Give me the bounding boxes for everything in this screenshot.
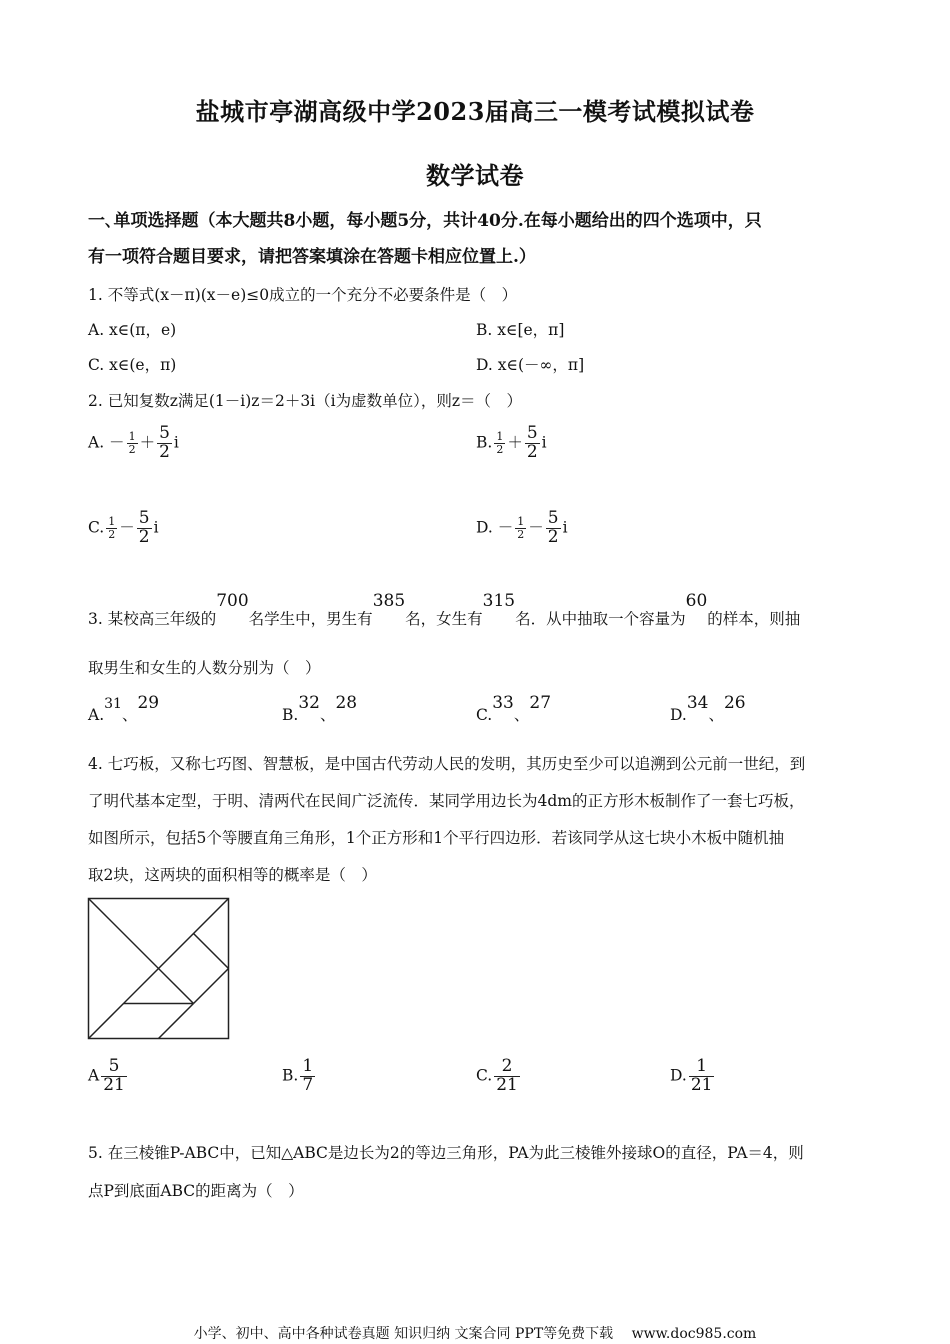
q3-option-a: [88, 693, 160, 727]
q2-c-i: i: [153, 518, 159, 537]
q3-a-label: A.: [88, 706, 105, 724]
q5-stem-line1: 5. 在三棱锥P-ABC中，已知△ABC是边长为2的等边三角形，PA为此三棱锥外接球O的直径，PA＝4，则: [88, 1144, 804, 1162]
q3-total-students: 700: [216, 591, 249, 611]
q4-d-num: 1: [689, 1058, 715, 1077]
q2-d-num2: 5: [547, 508, 559, 528]
q2-option-c: [88, 510, 159, 547]
q4-stem-line2: 了明代基本定型，于明、清两代在民间广泛流传．某同学用边长为4dm的正方形木板制作了一套七巧板，: [88, 792, 805, 810]
q3-a-boys: 31: [104, 696, 122, 712]
q3-a-girls: 29: [137, 693, 160, 713]
q1-option-c: C. x∈(e，π): [88, 356, 177, 374]
q2-a-op: ＋: [139, 433, 156, 452]
q2-b-i: i: [541, 433, 547, 452]
section-heading-line1: 一､单项选择题（本大题共8小题，每小题5分，共计40分.在每小题给出的四个选项中，只: [88, 211, 762, 231]
q3-d-label: D.: [670, 706, 687, 724]
q3-text4: 名．从中抽取一个容量为: [515, 610, 686, 628]
q2-c-op: －: [119, 518, 135, 537]
q2-b-op: ＋: [507, 433, 523, 452]
q4-stem-line4: 取2块，这两块的面积相等的概率是（ ）: [88, 866, 377, 884]
q3-sample-size: 60: [685, 591, 708, 611]
q3-c-label: C.: [476, 706, 493, 724]
q2-b-den2: 2: [526, 441, 538, 462]
exam-title: 盐城市亭湖高级中学2023届高三一模考试模拟试卷: [195, 97, 755, 126]
q2-a-den2: 2: [159, 441, 170, 462]
q2-a-num2: 5: [159, 423, 170, 443]
q2-b-den1: 2: [496, 442, 504, 456]
q3-boys: 385: [372, 591, 406, 611]
q3-girls: 315: [482, 591, 516, 611]
q3-d-sep: 、: [708, 706, 724, 724]
q2-a-num1: 1: [128, 430, 136, 444]
q2-d-den1: 2: [517, 527, 525, 541]
q4-d-label: D.: [670, 1066, 687, 1085]
q3-d-boys: 34: [686, 693, 709, 713]
q3-b-boys: 32: [298, 693, 320, 713]
q4-stem-line3: 如图所示，包括5个等腰直角三角形，1个正方形和1个平行四边形．若该同学从这七块小木板中随机抽: [88, 829, 785, 847]
section-heading-line2: 有一项符合题目要求，请把答案填涂在答题卡相应位置上.）: [88, 247, 536, 267]
q4-a-frac: [101, 1058, 127, 1095]
q4-c-frac: [494, 1058, 520, 1095]
q4-b-den: 7: [302, 1074, 314, 1095]
q2-a-i: i: [173, 433, 179, 452]
q3-a-sep: 、: [121, 706, 138, 724]
page-footer: 小学、初中、高中各种试卷真题 知识归纳 文案合同 PPT等免费下载 www.doc985.com: [193, 1326, 757, 1342]
q2-d-den2: 2: [547, 526, 559, 547]
q1-stem: 1. 不等式(x－π)(x－e)≤0成立的一个充分不必要条件是（ ）: [88, 286, 518, 304]
q2-d-frac2: [546, 510, 561, 547]
q3-option-b: [282, 693, 358, 726]
q3-c-sep: 、: [513, 706, 530, 724]
q2-a-frac1: [127, 431, 138, 455]
q2-c-den2: 2: [138, 526, 150, 547]
q2-b-num1: 1: [496, 430, 504, 444]
q4-b-num: 1: [302, 1056, 314, 1076]
q3-option-d: [670, 693, 746, 726]
q5-stem-line2: 点P到底面ABC的距离为（ ）: [88, 1182, 304, 1200]
q4-option-d: [670, 1058, 716, 1095]
q3-d-girls: 26: [723, 693, 746, 713]
q3-c-boys: 33: [492, 693, 514, 713]
q4-a-label: A: [88, 1066, 100, 1085]
q3-text5: 的样本，则抽: [707, 610, 801, 628]
q2-option-b: [476, 425, 547, 462]
q3-option-c: [476, 693, 552, 726]
q4-c-label: C.: [476, 1066, 493, 1085]
exam-subtitle: 数学试卷: [426, 161, 524, 190]
q2-c-num1: 1: [108, 515, 116, 529]
q2-c-frac1: [106, 516, 117, 540]
q4-option-a: [88, 1058, 129, 1095]
q3-text1: 3. 某校高三年级的: [88, 610, 217, 628]
q2-d-op: －: [528, 518, 544, 537]
tangram-square-edge-right: [194, 934, 229, 969]
q4-d-frac: [689, 1058, 715, 1095]
q2-d-i: i: [562, 518, 568, 537]
q2-option-d: [476, 510, 568, 547]
tangram-square-edge-bottom: [194, 969, 229, 1004]
tangram-figure: [87, 897, 232, 1041]
q3-b-sep: 、: [319, 706, 336, 724]
q2-option-a: [88, 425, 179, 462]
q4-option-b: [282, 1058, 317, 1095]
q2-a-den1: 2: [128, 442, 136, 456]
q2-b-frac2: [525, 425, 540, 462]
tangram-diagonal-main: [89, 899, 194, 1004]
q1-option-d: D. x∈(－∞，π]: [476, 356, 585, 374]
q3-text3: 名，女生有: [405, 610, 483, 628]
q2-c-label: C.: [88, 518, 105, 537]
q4-a-den: 21: [103, 1074, 125, 1095]
q2-b-frac1: [494, 431, 505, 455]
q2-stem: 2. 已知复数z满足(1－i)z＝2＋3i（i为虚数单位），则z＝（ ）: [88, 392, 523, 410]
q4-a-num: 5: [101, 1058, 127, 1077]
q2-b-label: B.: [476, 433, 493, 452]
q4-option-c: [476, 1058, 522, 1095]
q1-option-a: A. x∈(π，e): [88, 321, 177, 339]
q2-b-num2: 5: [526, 423, 538, 443]
q4-stem-line1: 4. 七巧板，又称七巧图、智慧板，是中国古代劳动人民的发明，其历史至少可以追溯到公元前一世纪，到: [88, 755, 806, 773]
q4-b-label: B.: [282, 1066, 299, 1085]
q3-b-label: B.: [282, 706, 299, 724]
tangram-parallelogram-edge: [159, 1004, 194, 1039]
q4-c-num: 2: [494, 1058, 520, 1077]
q3-stem-line1: [88, 591, 801, 630]
q2-d-frac1: [515, 516, 526, 540]
q3-b-girls: 28: [335, 693, 358, 713]
q3-stem-line2: 取男生和女生的人数分别为（ ）: [88, 659, 321, 677]
q4-c-den: 21: [496, 1074, 518, 1095]
q3-c-girls: 27: [529, 693, 552, 713]
q2-d-label: D. －: [476, 518, 514, 537]
q2-c-num2: 5: [138, 508, 150, 528]
q2-d-num1: 1: [517, 515, 525, 529]
q2-c-frac2: [137, 510, 152, 547]
q4-b-frac: [300, 1058, 315, 1095]
q2-a-label: A. －: [88, 433, 125, 452]
q3-text2: 名学生中，男生有: [248, 610, 373, 628]
q2-c-den1: 2: [108, 527, 116, 541]
q2-a-frac2: [157, 425, 172, 462]
q1-option-b: B. x∈[e，π]: [476, 321, 565, 339]
q4-d-den: 21: [690, 1074, 713, 1095]
